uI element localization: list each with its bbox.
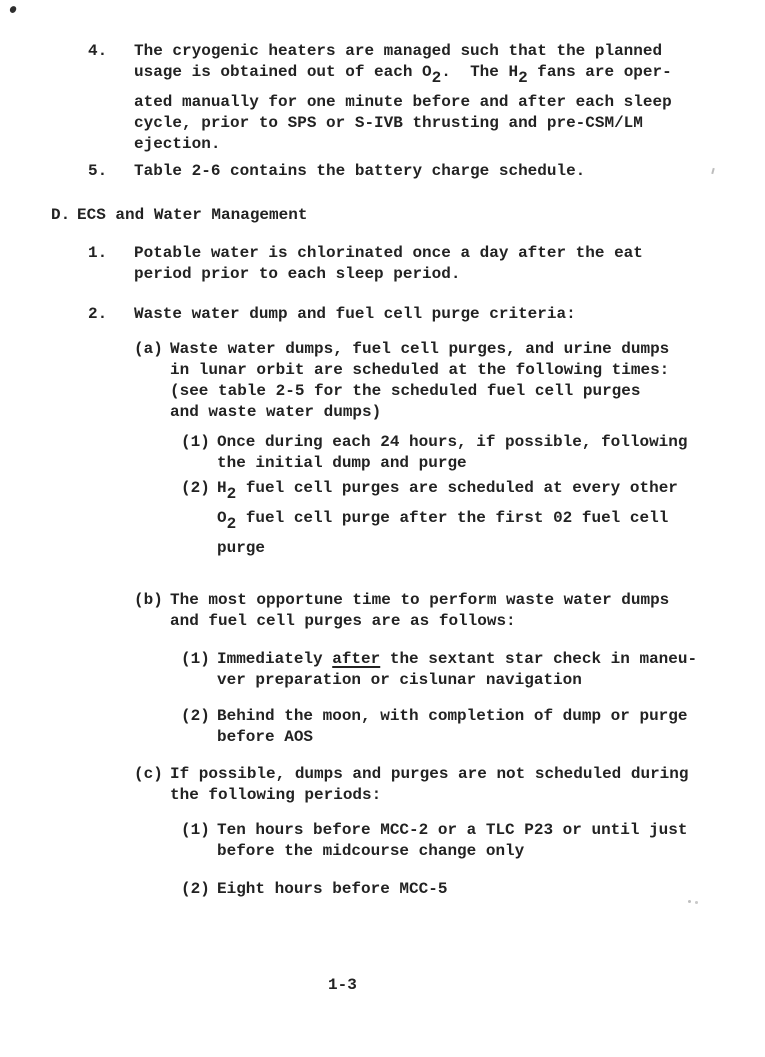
sub-item-a-label: (a) [134,340,163,358]
list-item-d2 [88,304,576,325]
list-item-4 [88,41,672,155]
sub-item-b-2-text: Behind the moon, with completion of dump or purge before AOS [217,707,688,746]
item-d2-text: Waste water dump and fuel cell purge criteria: [134,305,576,323]
sub-item-b-label: (b) [134,591,163,609]
sub-item-c-1 [181,820,687,862]
section-d-label: D. [51,206,71,224]
section-d-heading [51,205,307,226]
item-4-label: 4. [88,42,108,60]
sub-item-a-1-label: (1) [181,433,210,451]
sub-item-b-text: The most opportune time to perform waste water dumps and fuel cell purges are as follows: [170,591,670,630]
sub-item-c-2-text: Eight hours before MCC-5 [217,880,448,898]
section-d-title: ECS and Water Management [77,206,308,224]
sub-item-a-1-text: Once during each 24 hours, if possible, following the initial dump and purge [217,433,688,472]
sub-item-a-text: Waste water dumps, fuel cell purges, and urine dumps in lunar orbit are scheduled at the following times: (see table 2-5 for the scheduled fuel cell purges and waste water dumps) [170,340,670,421]
item-5-text: Table 2-6 contains the battery charge schedule. [134,162,586,180]
sub-item-b-1-text: Immediately after the sextant star check in maneu- ver preparation or cislunar navigation [217,650,698,689]
item-d2-label: 2. [88,305,108,323]
sub-item-c-label: (c) [134,765,163,783]
list-item-5 [88,161,585,182]
sub-item-b-2-label: (2) [181,707,210,725]
sub-item-c-2-label: (2) [181,880,210,898]
scan-artifact-dot [9,5,17,14]
item-d1-label: 1. [88,244,108,262]
sub-item-c-2 [181,879,447,900]
sub-item-a-2 [181,478,678,559]
sub-item-b-1 [181,649,697,691]
sub-item-c [134,764,688,806]
sub-item-a-2-text: $H_2$ fuel cell purges are scheduled at every other $O_2$ fuel cell purge after the first 02 fuel cell purge [217,479,678,557]
item-d1-text: Potable water is chlorinated once a day after the eat period prior to each sleep period. [134,244,643,283]
sub-item-c-1-label: (1) [181,821,210,839]
sub-item-b-1-label: (1) [181,650,210,668]
sub-item-a-2-label: (2) [181,479,210,497]
sub-item-a-1 [181,432,687,474]
sub-item-b-2 [181,706,687,748]
item-4-text: The cryogenic heaters are managed such that the planned usage is obtained out of each $O_2$. The $H_2$ fans are oper- ated manually for one minute before and after each sleep cycle, prior to SPS or S-IVB thrusting and pre-CSM/LM ejection. [134,42,672,153]
page-number: 1-3 [328,976,357,994]
list-item-d1 [88,243,643,285]
sub-item-c-1-text: Ten hours before MCC-2 or a TLC P23 or until just before the midcourse change only [217,821,688,860]
scan-artifact-tick [711,168,714,174]
sub-item-c-text: If possible, dumps and purges are not scheduled during the following periods: [170,765,689,804]
item-5-label: 5. [88,162,108,180]
sub-item-a [134,339,669,423]
scan-artifact-specks [688,900,691,903]
sub-item-b [134,590,669,632]
